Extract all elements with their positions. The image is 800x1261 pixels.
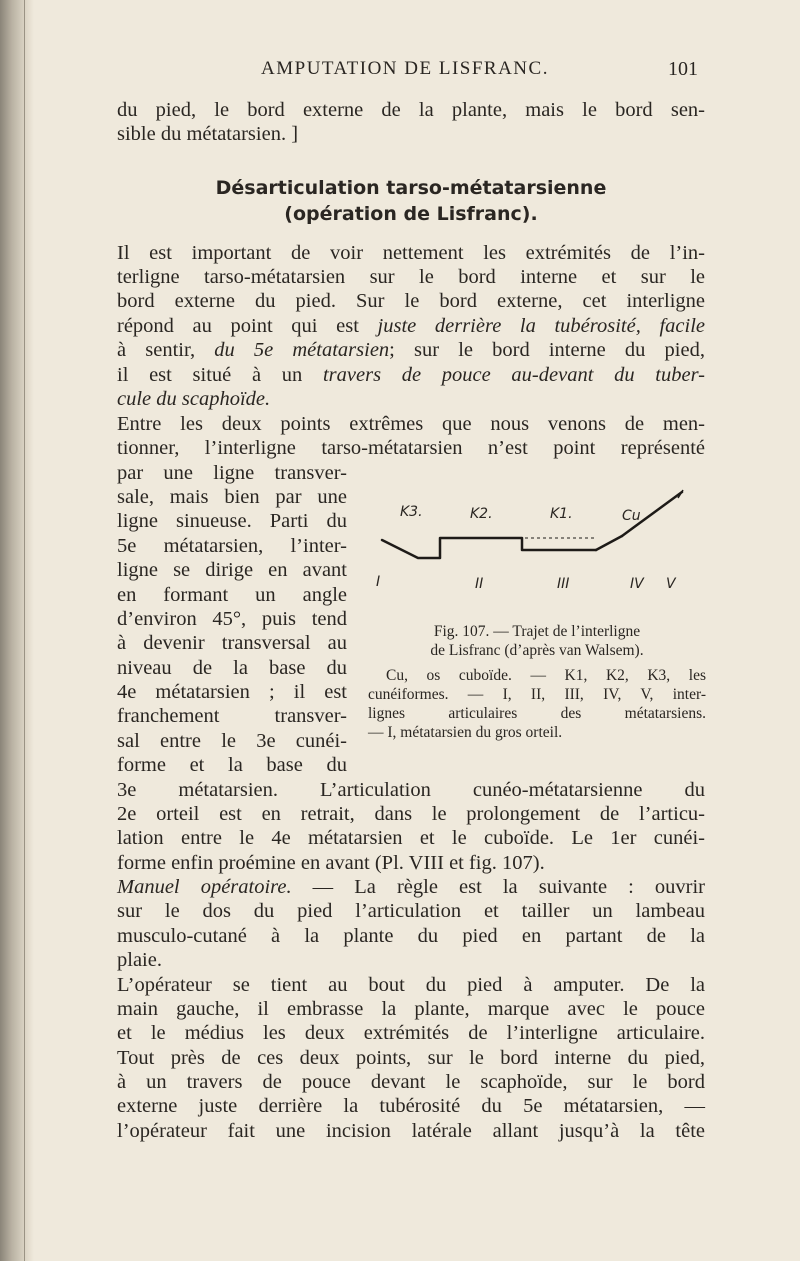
text-line: à sentir, du 5e métatarsien; sur le bord interne du pied, bbox=[117, 339, 705, 361]
label-metatarsal-iv: IV bbox=[630, 576, 644, 592]
text-line: sale, mais bien par une bbox=[117, 486, 347, 508]
figure-caption-title: Fig. 107. — Trajet de l’interligne bbox=[433, 623, 641, 640]
text-line: Entre les deux points extrêmes que nous venons de men- bbox=[117, 413, 705, 435]
text-line bbox=[117, 387, 705, 411]
section-heading: Désarticulation tarso-métatarsienne bbox=[215, 177, 607, 199]
label-k1: K1. bbox=[550, 506, 573, 522]
text-line: L’opérateur se tient au bout du pied à amputer. De la bbox=[117, 974, 705, 996]
figure-caption-line: Cu, os cuboïde. — K1, K2, K3, les bbox=[386, 667, 706, 684]
text-line: main gauche, il embrasse la plante, marque avec le pouce bbox=[117, 998, 705, 1020]
text-line: Il est important de voir nettement les extrémités de l’in- bbox=[117, 242, 705, 264]
text-line: en formant un angle bbox=[117, 584, 347, 606]
label-k2: K2. bbox=[470, 506, 493, 522]
joint-line-medial bbox=[382, 538, 596, 558]
text-line: 4e métatarsien ; il est bbox=[117, 681, 347, 703]
label-metatarsal-v: V bbox=[666, 576, 676, 592]
page-number: 101 bbox=[668, 58, 698, 80]
text-line: Manuel opératoire. — La règle est la suivante : ouvrir bbox=[117, 876, 705, 898]
text-line: par une ligne transver- bbox=[117, 462, 347, 484]
text-line: il est situé à un travers de pouce au-devant du tuber- bbox=[117, 364, 705, 386]
text-line: à un travers de pouce devant le scaphoïde, sur le bord bbox=[117, 1071, 705, 1093]
text-line: sal entre le 3e cunéi- bbox=[117, 730, 347, 752]
italic-phrase: cule du scaphoïde. bbox=[117, 388, 271, 410]
label-k3: K3. bbox=[400, 504, 423, 520]
joint-line-lateral bbox=[596, 536, 622, 550]
text-line: à devenir transversal au bbox=[117, 632, 347, 654]
text-line: bord externe du pied. Sur le bord externe, cet interligne bbox=[117, 290, 705, 312]
label-metatarsal-i: I bbox=[376, 574, 381, 590]
text-line: ligne se dirige en avant bbox=[117, 559, 347, 581]
text-line: terligne tarso-métatarsien sur le bord interne et sur le bbox=[117, 266, 705, 288]
section-heading-subtitle: (opération de Lisfranc). bbox=[284, 203, 538, 225]
text-line: d’environ 45°, puis tend bbox=[117, 608, 347, 630]
text-line: l’opérateur fait une incision latérale allant jusqu’à la tête bbox=[117, 1120, 705, 1142]
text-line: musculo-cutané à la plante du pied en partant de la bbox=[117, 925, 705, 947]
text-line: tionner, l’interligne tarso-métatarsien n’est point représenté bbox=[117, 437, 705, 459]
text-line: niveau de la base du bbox=[117, 657, 347, 679]
label-metatarsal-ii: II bbox=[475, 576, 484, 592]
text-line: 2e orteil est en retrait, dans le prolongement de l’articu- bbox=[117, 803, 705, 825]
text-line: 3e métatarsien. L’articulation cunéo-métatarsienne du bbox=[117, 779, 705, 801]
italic-phrase: travers de pouce au-devant du tuber- bbox=[322, 364, 705, 386]
figure-107-lisfranc-line bbox=[360, 488, 705, 608]
italic-phrase: juste derrière la tubérosité, facile bbox=[377, 315, 706, 337]
text-line: ligne sinueuse. Parti du bbox=[117, 510, 347, 532]
text-line: sur le dos du pied l’articulation et tailler un lambeau bbox=[117, 900, 705, 922]
text-line: forme enfin proémine en avant (Pl. VIII et fig. 107). bbox=[117, 852, 545, 874]
italic-phrase: Manuel opératoire. bbox=[117, 876, 292, 898]
running-title: AMPUTATION DE LISFRANC. bbox=[261, 58, 549, 79]
text-line: et le médius les deux extrémités de l’interligne articulaire. bbox=[117, 1022, 705, 1044]
text-line: franchement transver- bbox=[117, 705, 347, 727]
text-line: externe juste derrière la tubérosité du 5e métatarsien, — bbox=[117, 1095, 705, 1117]
text-line: répond au point qui est juste derrière la tubérosité, facile bbox=[117, 315, 706, 337]
figure-caption-line: de Lisfranc (d’après van Walsem). bbox=[430, 642, 644, 659]
text-line: sible du métatarsien. ] bbox=[117, 123, 299, 145]
text-line: lation entre le 4e métatarsien et le cuboïde. Le 1er cunéi- bbox=[117, 827, 705, 849]
text-line: 5e métatarsien, l’inter- bbox=[117, 535, 347, 557]
label-metatarsal-iii: III bbox=[557, 576, 570, 592]
figure-caption-line: lignes articulaires des métatarsiens. bbox=[368, 705, 706, 722]
figure-caption-line: cunéiformes. — I, II, III, IV, V, inter- bbox=[368, 686, 706, 703]
label-cu: Cu bbox=[622, 508, 641, 524]
text-line: du pied, le bord externe de la plante, mais le bord sen- bbox=[117, 99, 705, 121]
figure-caption-line: — I, métatarsien du gros orteil. bbox=[368, 724, 563, 741]
text-line: Tout près de ces deux points, sur le bord interne du pied, bbox=[117, 1047, 705, 1069]
text-line: forme et la base du bbox=[117, 754, 347, 776]
text-line: plaie. bbox=[117, 949, 162, 971]
italic-phrase: du 5e métatarsien bbox=[214, 339, 390, 361]
